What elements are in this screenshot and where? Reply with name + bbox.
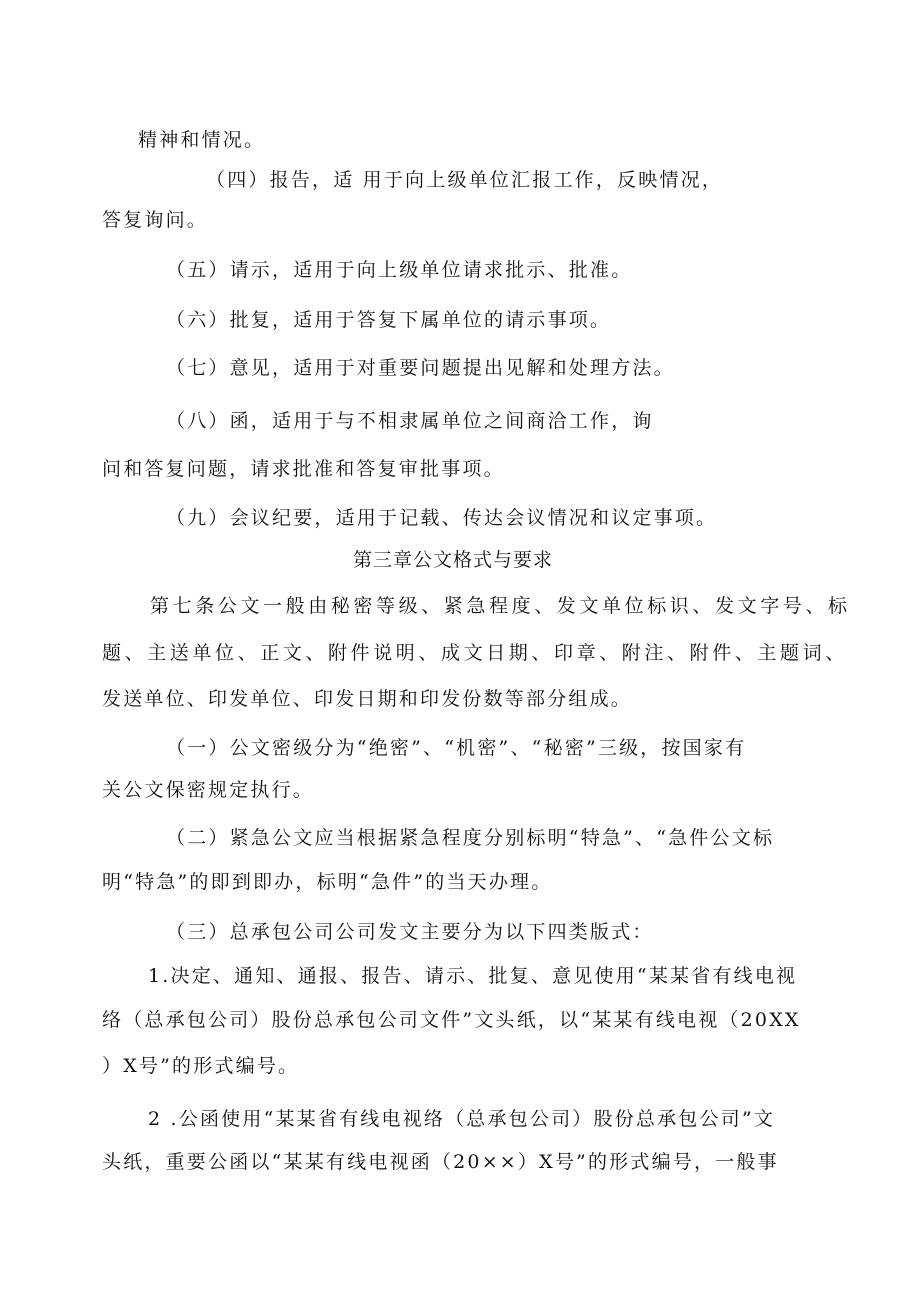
- text-line: （三）总承包公司公司发文主要分为以下四类版式：: [166, 921, 654, 943]
- text-line: 发送单位、印发单位、印发日期和印发份数等部分组成。: [102, 688, 633, 710]
- chapter-heading: 第三章公文格式与要求: [353, 549, 554, 571]
- text-line: （一）公文密级分为“绝密”、“机密”、“秘密”三级，按国家有: [166, 737, 747, 759]
- text-line: 络（总承包公司）股份总承包公司文件”文头纸，以“某某有线电视（20XX: [102, 1009, 801, 1031]
- text-line: 头纸，重要公函以“某某有线电视函（20××）X号”的形式编号，一般事: [102, 1151, 779, 1173]
- text-line: 问和答复问题，请求批准和答复审批事项。: [102, 458, 505, 480]
- text-line: （九）会议纪要，适用于记载、传达会议情况和议定事项。: [166, 507, 718, 529]
- text-line: 第七条公文一般由秘密等级、紧急程度、发文单位标识、发文字号、标: [150, 595, 851, 617]
- text-line: 精神和情况。: [138, 129, 266, 151]
- text-line: （七）意见，适用于对重要问题提出见解和处理方法。: [166, 357, 675, 379]
- text-line: 关公文保密规定执行。: [102, 779, 315, 801]
- text-line: ）X号”的形式编号。: [102, 1055, 300, 1077]
- text-line: 答复询问。: [102, 209, 209, 231]
- text-line: （六）批复，适用于答复下属单位的请示事项。: [166, 309, 612, 331]
- text-line: 1.决定、通知、通报、报告、请示、批复、意见使用“某某省有线电视: [148, 965, 798, 987]
- text-line: 2 .公函使用“某某省有线电视络（总承包公司）股份总承包公司”文: [148, 1108, 775, 1130]
- text-line: （八）函，适用于与不相隶属单位之间商洽工作，询: [166, 410, 654, 432]
- text-line: （五）请示，适用于向上级单位请求批示、批准。: [166, 259, 633, 281]
- text-line: 题、主送单位、正文、附件说明、成文日期、印章、附注、附件、主题词、: [102, 642, 848, 664]
- text-line: （二）紧急公文应当根据紧急程度分别标明“特急”、“急件公文标: [166, 827, 775, 849]
- text-line: 明“特急”的即到即办，标明“急件”的当天办理。: [102, 871, 553, 893]
- text-line: （四）报告，适 用于向上级单位汇报工作，反映情况，: [206, 169, 724, 191]
